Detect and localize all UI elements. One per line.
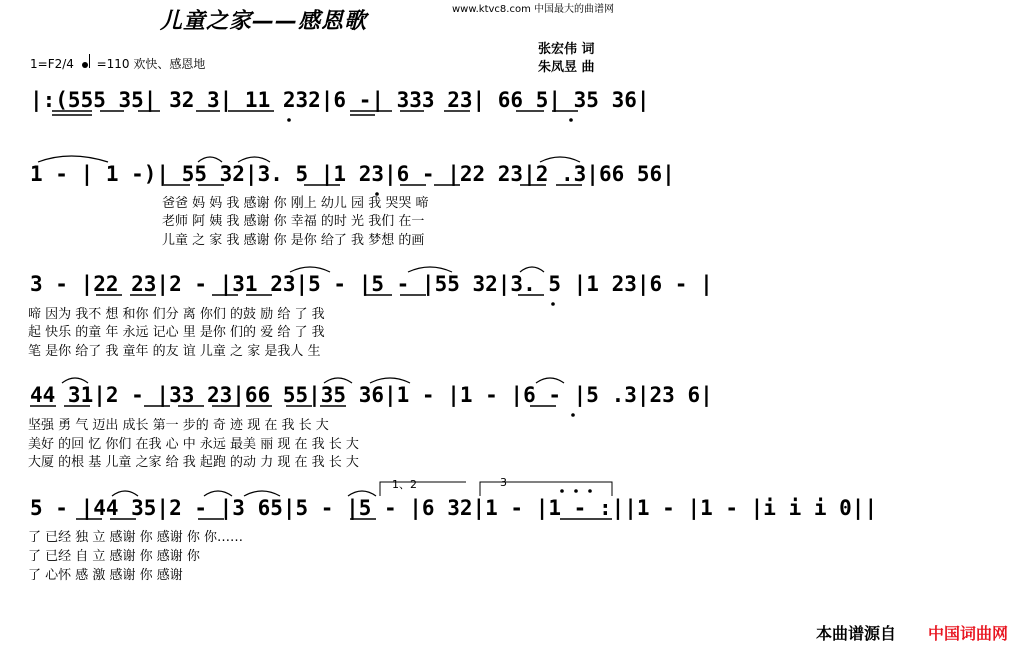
lyricist-credit: 张宏伟 词: [538, 42, 595, 57]
lyric-verse-3: 大厦 的根 基 儿童 之家 给 我 起跑 的动 力 现 在 我 长 大: [28, 455, 359, 470]
composer-credit: 朱凤昱 曲: [538, 60, 595, 75]
score-line-3: 3 - |22 23|2 - |31 23|5 - |5 - |55 32|3. 5 |1 23|6 - |: [30, 272, 713, 296]
lyric-verse-3: 了 心怀 感 激 感谢 你 感谢: [28, 568, 183, 583]
key-signature: 1=F2/4: [30, 57, 74, 71]
source-site-link[interactable]: 中国词曲网: [928, 624, 1009, 643]
slur-marks: [38, 156, 580, 496]
score-line-1: |:(555 35| 32 3| 11 232|6 -| 333 23| 66 5| 35 36|: [30, 88, 650, 112]
expression-mark: 欢快、感恩地: [133, 57, 206, 71]
lyric-verse-2: 起 快乐 的童 年 永远 记心 里 是你 们的 爱 给 了 我: [28, 325, 325, 340]
lyric-verse-1: 啼 因为 我不 想 和你 们分 离 你们 的鼓 励 给 了 我: [28, 307, 325, 322]
beam-lines: [30, 111, 612, 519]
volta-second-label: 3: [500, 476, 507, 489]
lyric-verse-2: 了 已经 自 立 感谢 你 感谢 你: [28, 549, 200, 564]
volta-brackets: [380, 482, 612, 496]
site-watermark: www.ktvc8.com 中国最大的曲谱网: [452, 4, 615, 15]
lyric-verse-2: 老师 阿 姨 我 感谢 你 幸福 的时 光 我们 在一: [162, 214, 425, 229]
lyric-verse-1: 坚强 勇 气 迈出 成长 第一 步的 奇 迹 现 在 我 长 大: [28, 418, 329, 433]
score-line-2: 1 - | 1 -)| 55 32|3. 5 |1 23|6 - |22 23|2 .3|66 56|: [30, 162, 675, 186]
song-title: 儿童之家——感恩歌: [160, 9, 368, 34]
source-label: 本曲谱源自: [816, 624, 897, 643]
lyric-verse-2: 美好 的回 忆 你们 在我 心 中 永远 最美 丽 现 在 我 长 大: [28, 437, 359, 452]
tempo-value: =110: [96, 57, 130, 71]
octave-dots: [287, 118, 592, 493]
lyric-verse-1: 了 已经 独 立 感谢 你 感谢 你 你……: [28, 530, 244, 545]
lyric-verse-3: 儿童 之 家 我 感谢 你 是你 给了 我 梦想 的画: [162, 233, 425, 248]
lyric-verse-1: 爸爸 妈 妈 我 感谢 你 刚上 幼儿 园 我 哭哭 啼: [162, 196, 429, 211]
lyric-verse-3: 笔 是你 给了 我 童年 的友 谊 儿童 之 家 是我人 生: [28, 344, 321, 359]
volta-first-label: 1、2: [392, 478, 417, 491]
score-line-4: 44 31|2 - |33 23|66 55|35 36|1 - |1 - |6 - |5 .3|23 6|: [30, 383, 713, 407]
score-line-5: 5 - |44 35|2 - |3 65|5 - |5 - |6 32|1 - |1 - :||1 - |1 - |i i i 0||: [30, 496, 878, 520]
